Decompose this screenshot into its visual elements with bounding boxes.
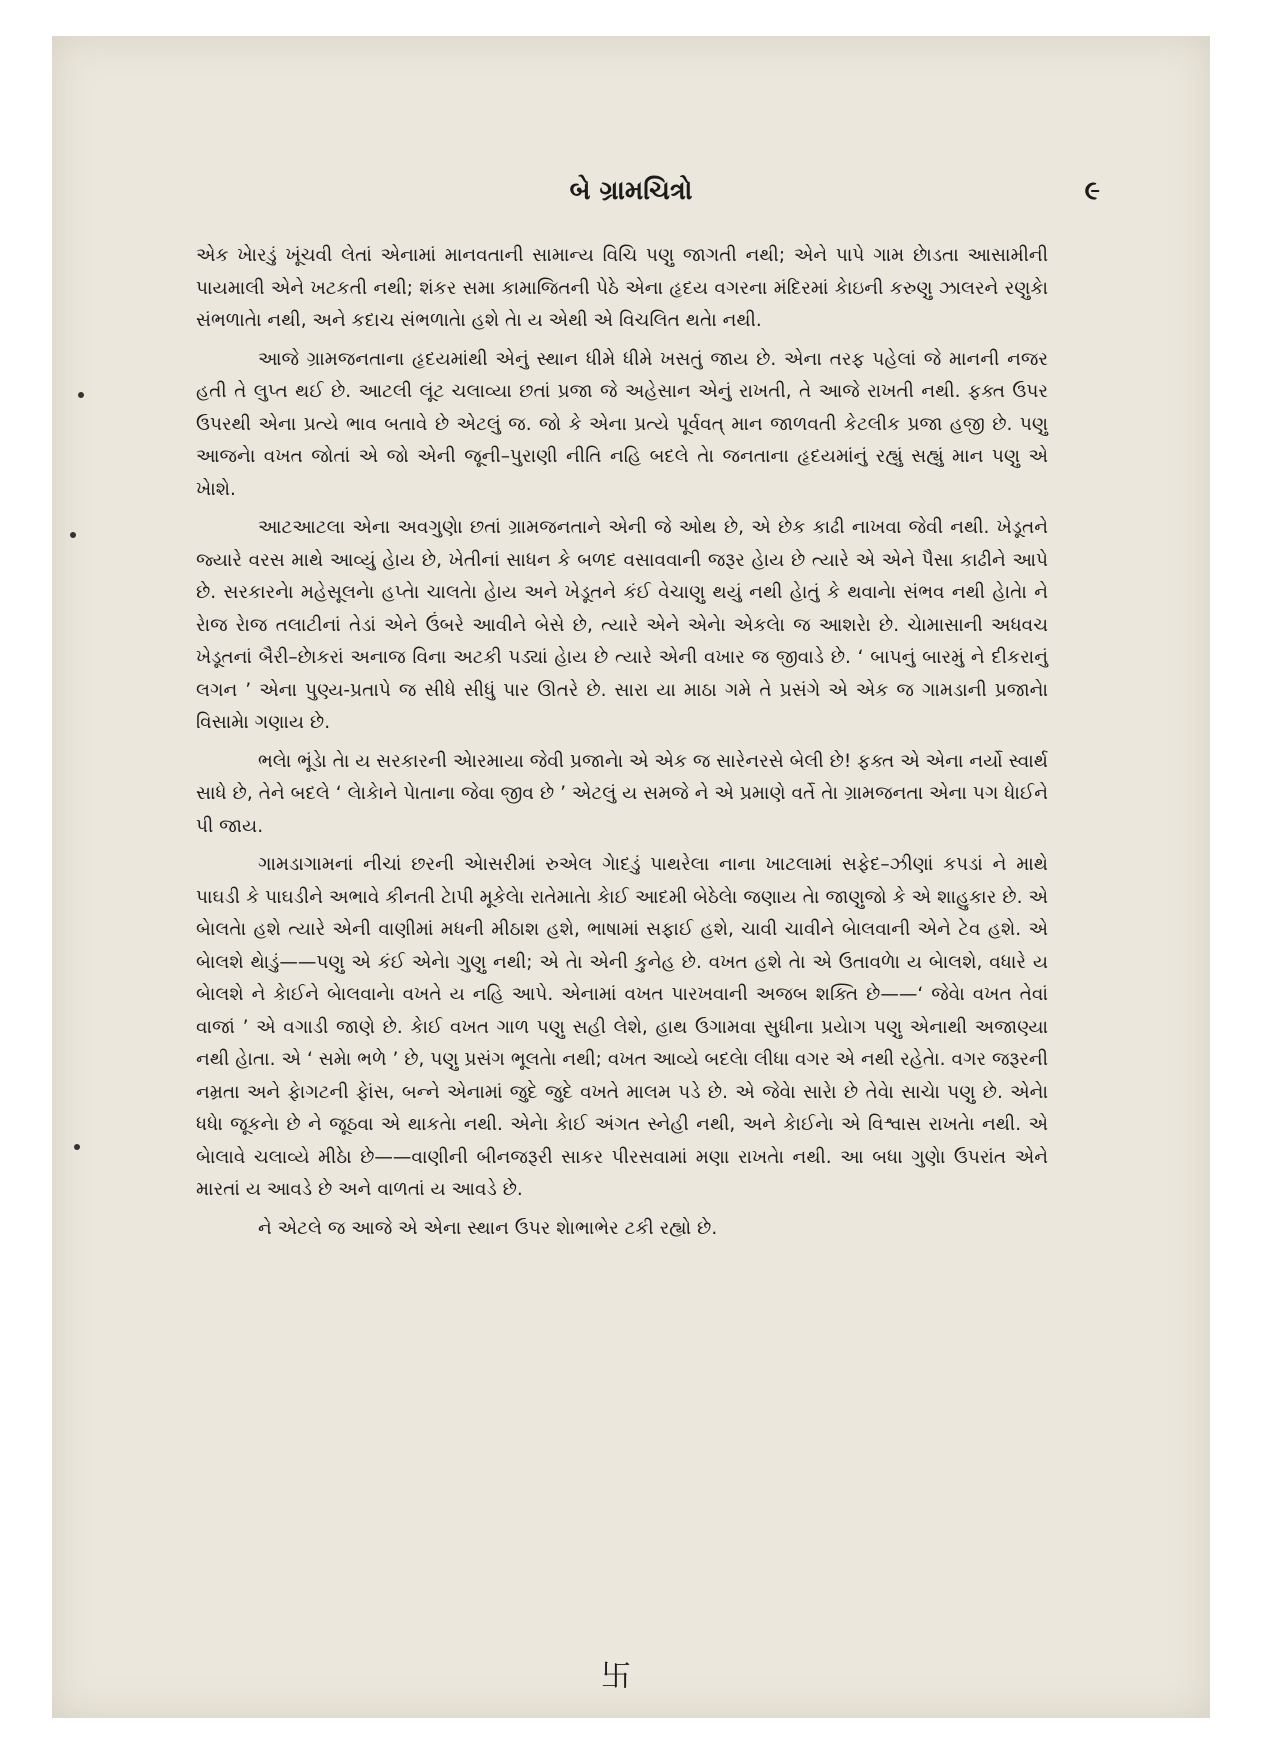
paragraph: ગામડાગામનાં નીચાં છરની એાસરીમાં રુએલ ગેાદડું પાથરેલા નાના ખાટલામાં સફેદ–ઝીણાં કપડાં ને માથે પાઘડી કે પાઘડીને અભાવે કીનતી ટેાપી મૂકેલેા રાતેમાતેા કેાઈ આદમી બેઠેલેા જણાય તેા જાણુજો કે એ શાહુકાર છે. એ બેાલતેા હશે ત્યારે એની વાણીમાં મધની મીઠાશ હશે, ભાષામાં સફાઈ હશે, ચાવી ચાવીને બેાલવાની એને ટેવ હશે. એ બેાલશે થેાડું——પણુ એ કંઈ એનેા ગુણુ નથી; એ તેા એની કુનેહ છે. વખત હશે તેા એ ઉતાવળેા ય બેાલશે, વધારે ય બેાલશે ને કેાઈને બેાલવાનેા વખતે ય નહિ આપે. એનામાં વખત પારખવાની અજબ શક્તિ છે——‘ જેવેા વખત તેવાં વાજાં ’ એ વગાડી જાણે છે. કેાઈ વખત ગાળ પણુ સહી લેશે, હાથ ઉગામવા સુધીના પ્રયેાગ પણુ એનાથી અજાણ્યા નથી હેાતા. એ ‘ સમેા ભળે ’ છે, પણુ પ્રસંગ ભૂલતેા નથી; વખત આવ્યે બદલેા લીધા વગર એ નથી રહેતેા. વગર જરૂરની નમ્રતા અને ફેાગટની ફેાંસ, બન્ને એનામાં જુદે જુદે વખતે માલમ પડે છે. એ જેવેા સારાે છે તેવેા સાચેા પણુ છે. એનેા ધધેા જૂકનેા છે ને જૂઠવા એ થાકતેા નથી. એનેા કેાઈ અંગત સ્નેહી નથી, અને કેાઈનેા એ વિશ્વાસ રાખતેા નથી. એ બેાલાવે ચલાવ્યે મીઠેા છે——વાણીની બીનજરૂરી સાકર પીરસવામાં મણા રાખતેા નથી. આ બધા ગુણેા ઉપરાંત એને મારતાં ય આવડે છે અને વાળતાં ય આવડે છે. bbox=[196, 854, 1048, 1200]
margin-speck bbox=[78, 392, 84, 398]
page-body bbox=[196, 240, 1048, 1251]
margin-speck bbox=[74, 1144, 80, 1150]
paragraph: આટઆટલા એના અવગુણેા છતાં ગ્રામજનતાને એની જે ઓથ છે, એ છેક કાઢી નાખવા જેવી નથી. ખેડૂતને જ્યારે વરસ માથે આવ્યું હેાય છે, ખેતીનાં સાધન કે બળદ વસાવવાની જરૂર હેાય છે ત્યારે એ એને પૈસા કાઢીને આપે છે. સરકારનેા મહેસૂલનેા હપ્તેા ચાલતેા હેાય અને ખેડૂતને કંઈ વેચાણુ થયું નથી હેાતું કે થવાનેા સંભવ નથી હેાતેા ને રેાજ રેાજ તલાટીનાં તેડાં એને ઉંબરે આવીને બેસે છે, ત્યારે એને એનેા એકલેા જ આશરેા છે. ચેામાસાની અધવચ ખેડૂતનાં બૈરી–છેાકરાં અનાજ વિના અટકી પડ્યાં હેાય છે ત્યારે એની વખાર જ જીવાડે છે. ‘ બાપનું બારમું ને દીકરાનું લગન ’ એના પુણ્ય-પ્રતાપે જ સીધે સીધું પાર ઊતરે છે. સારા યા માઠા ગમે તે પ્રસંગે એ એક જ ગામડાની પ્રજાનેા વિસામેા ગણાય છે. bbox=[196, 517, 1048, 733]
paragraph: ને એટલે જ આજે એ એના સ્થાન ઉપર શેાભાભેર ટકી રહ્યો છે. bbox=[258, 1217, 718, 1239]
page-header bbox=[52, 176, 1210, 216]
page-number: ૯ bbox=[1084, 176, 1100, 206]
paragraph: એક ખેારડું ખૂંચવી લેતાં એનામાં માનવતાની સામાન્ય વિચિ પણુ જાગતી નથી; એને પાપે ગામ છેાડતા આસામીની પાયમાલી એને ખટકતી નથી; શંકર સમા કામાજિતની પેઠે એના હૃદય વગરના મંદિરમાં કેાઇની કરુણુ ઝાલરને રણુકેા સંભળાતેા નથી, અને કદાચ સંભળાતેા હશે તેા ય એથી એ વિચલિત થતેા નથી. bbox=[196, 245, 1048, 331]
margin-speck bbox=[70, 532, 76, 538]
running-title: બે ગ્રામચિત્રો bbox=[569, 176, 693, 206]
end-ornament: 卐 bbox=[601, 1659, 631, 1694]
paragraph: ભલેા ભૂંડેા તેા ય સરકારની એારમાયા જેવી પ્રજાનેા એ એક જ સારેનરસે બેલી છે! ફક્ત એ એના નર્યો સ્વાર્થ સાધે છે, તેને બદલે ‘ લેાકેાને પેાતાના જેવા જીવ છે ’ એટલું ય સમજે ને એ પ્રમાણે વર્તે તેા ગ્રામજનતા એના પગ ધેાઈને પી જાય. bbox=[196, 750, 1048, 837]
paragraph: આજે ગ્રામજનતાના હૃદયમાંથી એનું સ્થાન ધીમે ધીમે ખસતું જાય છે. એના તરફ પહેલાં જે માનની નજર હતી તે લુપ્ત થઈ છે. આટલી લૂંટ ચલાવ્યા છતાં પ્રજા જે અહેસાન એનું રાખતી, તે આજે રાખતી નથી. ફક્ત ઉપર ઉપરથી એના પ્રત્યે ભાવ બતાવે છે એટલું જ. જો કે એના પ્રત્યે પૂર્વવત્ માન જાળવતી કેટલીક પ્રજા હજી છે. પણુ આજનેા વખત જોતાં એ જો એની જૂની–પુરાણી નીતિ નહિ બદલે તેા જનતાના હૃદયમાંનું રહ્યું સહ્યું માન પણુ એ ખેાશે. bbox=[196, 348, 1048, 500]
